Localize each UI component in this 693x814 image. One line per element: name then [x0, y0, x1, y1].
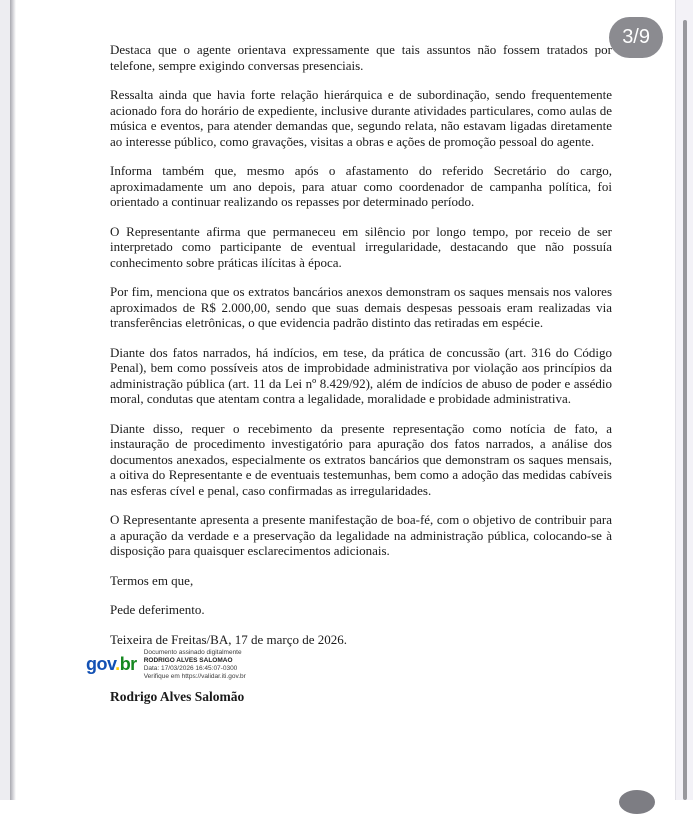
signature-stamp-text [144, 649, 246, 681]
stamp-verify-url: Verifique em https://validar.iti.gov.br [143, 673, 246, 680]
stamp-signer-name: RODRIGO ALVES SALOMAO [143, 657, 233, 664]
bottom-peek-element [619, 790, 655, 814]
document-paragraph: Informa também que, mesmo após o afastamento do referido Secretário do cargo, aproximadamente um ano depois, para atuar como coordenador de campanha política, foi orientado a continuar realizando os repasses por determinado período. [110, 163, 612, 209]
closing-line-pede: Pede deferimento. [110, 602, 205, 617]
closing-line-termos: Termos em que, [110, 572, 194, 588]
document-paragraph: Por fim, menciona que os extratos bancários anexos demonstram os saques mensais nos valores aproximados de R$ 2.000,00, sendo que suas demais despesas pessoais eram realizadas via transferências eletrônicas, o que evidencia padrão distinto das retiradas em espécie. [110, 284, 612, 330]
digital-signature-stamp [86, 649, 612, 681]
viewer-left-gutter [0, 0, 10, 800]
stamp-line-signed: Documento assinado digitalmente [143, 649, 242, 656]
page-number-badge: 3/9 [609, 17, 663, 58]
document-paragraph: O Representante afirma que permaneceu em silêncio por longo tempo, por receio de ser interpretado como participante de eventual irregularidade, destacando que não possuía conhecimento sobre práticas ilícitas à época. [110, 223, 612, 270]
stamp-date: Data: 17/03/2026 16:45:07-0300 [143, 665, 238, 672]
govbr-logo-dot: . [115, 654, 120, 675]
govbr-logo [86, 654, 137, 675]
paragraph-list [110, 42, 612, 559]
scrollbar-track[interactable] [675, 0, 693, 800]
govbr-logo-br: br [119, 654, 137, 675]
scrollbar-thumb[interactable] [683, 20, 687, 800]
govbr-logo-gov: gov [86, 654, 116, 675]
signer-name: Rodrigo Alves Salomão [110, 689, 245, 704]
document-date-line: Teixeira de Freitas/BA, 17 de março de 2026. [110, 631, 347, 647]
document-paragraph: Diante disso, requer o recebimento da presente representação como notícia de fato, a instauração de procedimento investigatório para apuração dos fatos narrados, a análise dos documentos anexados, especialmente os extratos bancários que demonstram os saques mensais, a oitiva do Representante e de eventuais testemunhas, bem como a adoção das medidas cabíveis nas esferas cível e penal, caso confirmadas as irregularidades. [110, 420, 612, 498]
document-paragraph: Ressalta ainda que havia forte relação hierárquica e de subordinação, sendo frequentemente acionado fora do horário de expediente, inclusive durante atividades particulares, como aulas de música e eventos, para atender demandas que, segundo relata, não estavam ligadas diretamente ao interesse público, como gravações, visitas a obras e ações de promoção pessoal do agente. [110, 87, 612, 149]
document-page [16, 0, 676, 800]
document-paragraph: O Representante apresenta a presente manifestação de boa-fé, com o objetivo de contribuir para a apuração da verdade e a preservação da legalidade na administração pública, colocando-se à disposição para quaisquer esclarecimentos adicionais. [110, 512, 612, 558]
document-content [16, 0, 676, 705]
document-paragraph: Destaca que o agente orientava expressamente que tais assuntos não fossem tratados por telefone, sempre exigindo conversas presenciais. [110, 42, 612, 73]
document-paragraph: Diante dos fatos narrados, há indícios, em tese, da prática de concussão (art. 316 do Código Penal), bem como possíveis atos de improbidade administrativa por violação aos princípios da administração pública (art. 11 da Lei nº 8.429/92), além de indícios de abuso de poder e assédio moral, condutas que atentam contra a legalidade, moralidade e probidade administrativa. [110, 344, 612, 406]
